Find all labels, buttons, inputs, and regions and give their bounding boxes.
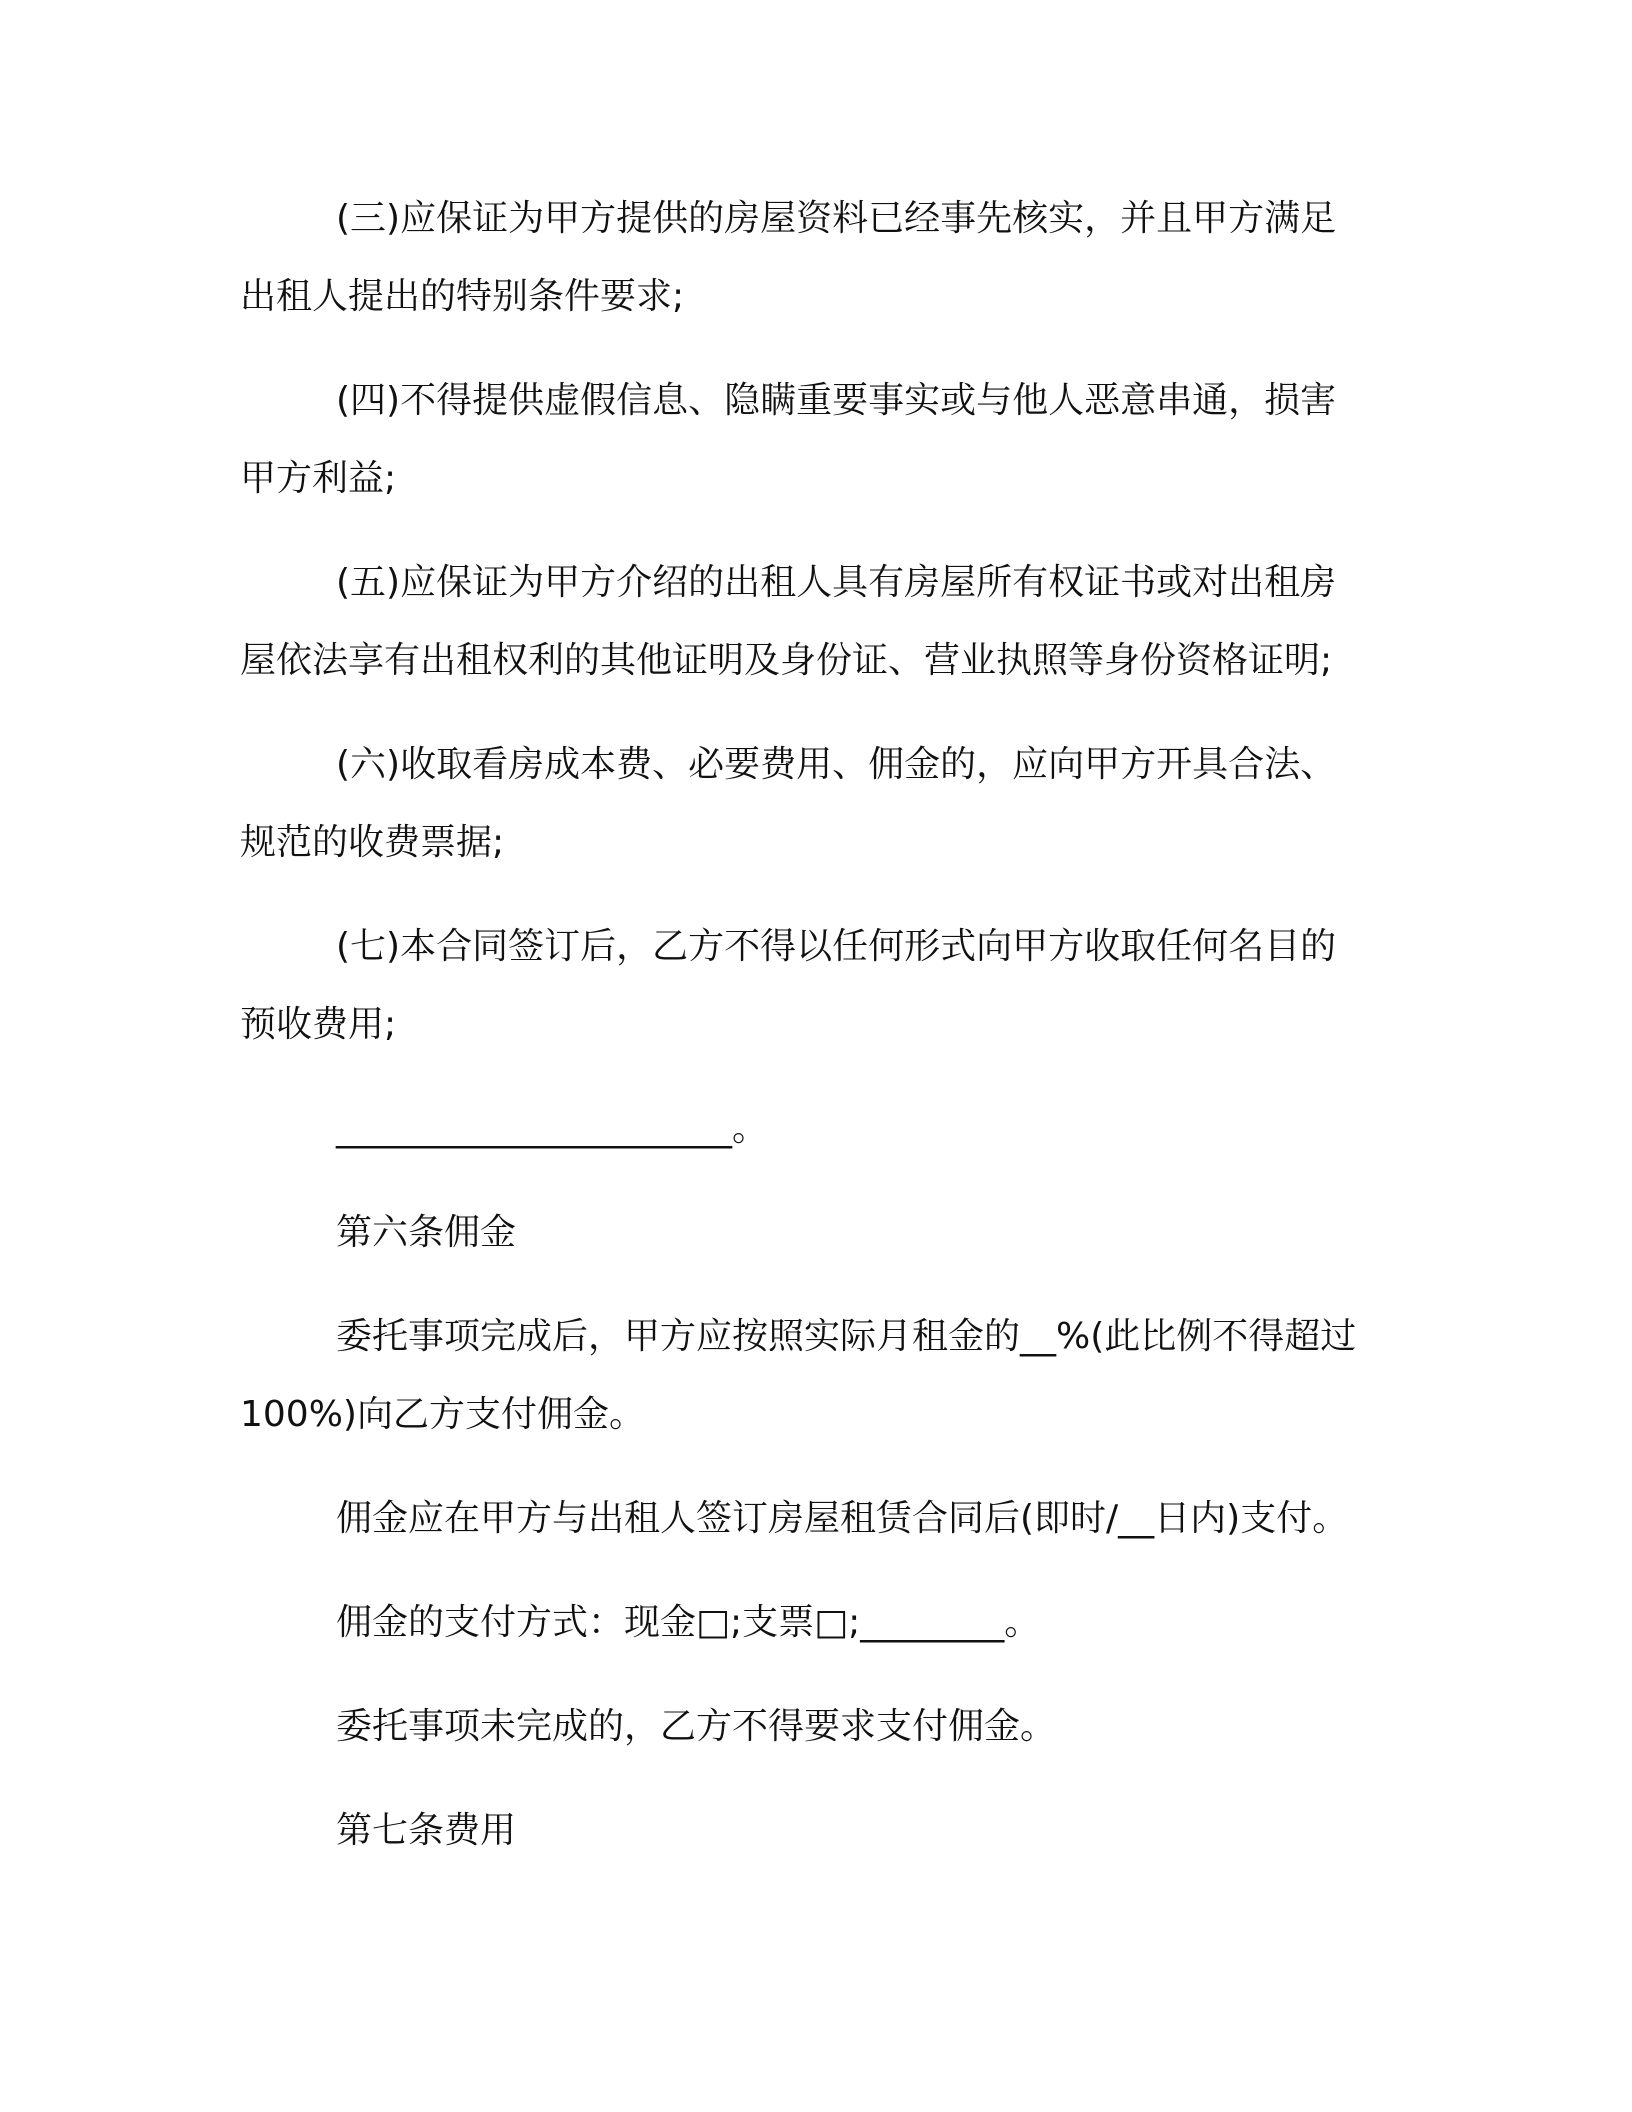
clause-6-text: (六)收取看房成本费、必要费用、佣金的，应向甲方开具合法、规范的收费票据; [240, 744, 1337, 863]
commission-timing-text: 佣金应在甲方与出租人签订房屋租赁合同后(即时/__日内)支付。 [336, 1498, 1349, 1539]
article-6-heading: 第六条佣金 [336, 1212, 517, 1253]
commission-unfinished-text: 委托事项未完成的，乙方不得要求支付佣金。 [336, 1706, 1057, 1747]
commission-rate-text: 委托事项完成后，甲方应按照实际月租金的__%(此比例不得超过 100%)向乙方支付佣金。 [240, 1316, 1357, 1435]
clause-5-text: (五)应保证为甲方介绍的出租人具有房屋所有权证书或对出租房屋依法享有出租权利的其他证明及身份证、营业执照等身份资格证明; [240, 562, 1337, 681]
article-7-heading: 第七条费用 [336, 1810, 517, 1851]
clause-7-text: (七)本合同签订后，乙方不得以任何形式向甲方收取任何名目的预收费用; [240, 926, 1337, 1045]
blank-clause-line: ______________________。 [336, 1108, 768, 1149]
commission-payment-method-text: 佣金的支付方式：现金□;支票□;________。 [336, 1602, 1041, 1643]
clause-3-text: (三)应保证为甲方提供的房屋资料已经事先核实，并且甲方满足出租人提出的特别条件要求; [240, 198, 1337, 317]
clause-4-text: (四)不得提供虚假信息、隐瞒重要事实或与他人恶意串通，损害甲方利益; [240, 380, 1337, 499]
document-body [240, 180, 1360, 1896]
